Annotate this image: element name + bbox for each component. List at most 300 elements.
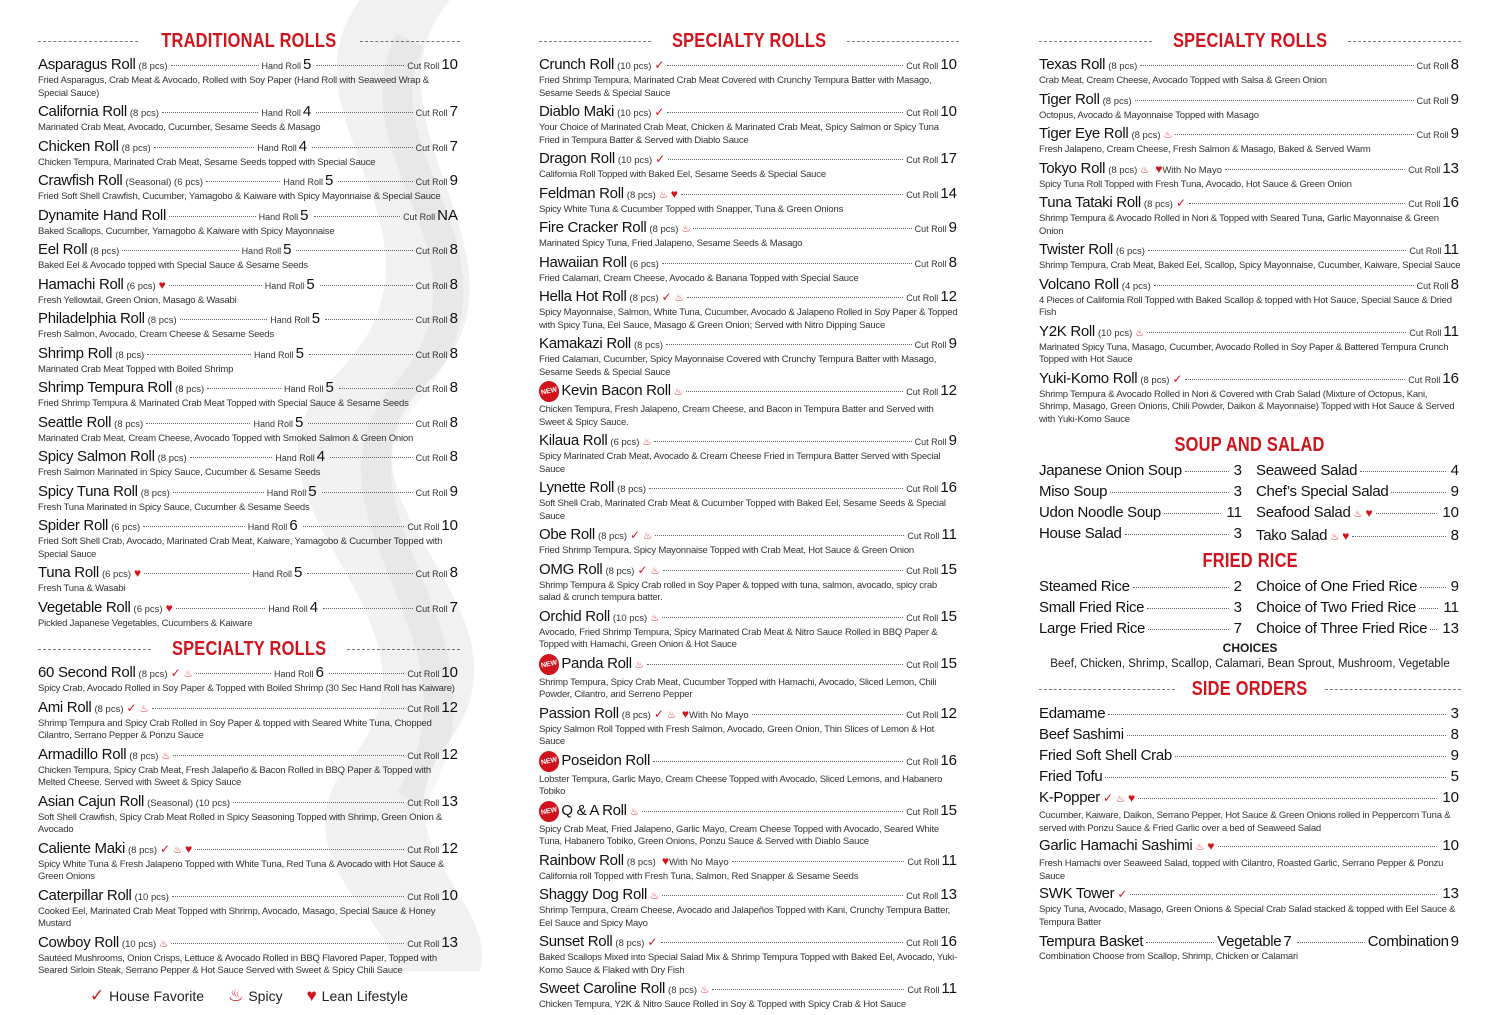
dot-leader xyxy=(173,755,404,756)
item-pieces: (6 pcs) xyxy=(610,437,640,448)
item-row xyxy=(539,886,959,905)
check-icon: ✓ xyxy=(630,528,641,542)
check-icon: ✓ xyxy=(655,152,666,166)
menu-item xyxy=(539,150,959,182)
item-name: Spider Roll xyxy=(38,517,109,534)
item-name: Yuki-Komo Roll xyxy=(1039,369,1138,387)
dot-leader xyxy=(316,65,404,66)
dot-leader xyxy=(662,895,903,896)
dot-leader xyxy=(1125,534,1229,535)
dot-leader xyxy=(1420,587,1445,588)
item-note xyxy=(1152,161,1222,179)
menu-item xyxy=(38,746,460,790)
cut-roll-label: Cut Roll xyxy=(415,603,448,614)
item-name: K-Popper xyxy=(1039,789,1100,806)
pepper-icon: ♨ xyxy=(228,985,244,1005)
item-description: Soft Shell Crawfish, Spicy Crab Meat Rolled in Spicy Seasoning Topped with Shrimp, Green Onion & Avocado xyxy=(38,811,443,835)
item-description: Marinated Spicy Tuna, Fried Jalapeno, Sesame Seeds & Masago xyxy=(539,238,803,249)
cut-roll-price: 10 xyxy=(940,56,957,73)
dot-leader xyxy=(1376,513,1438,514)
menu-item xyxy=(1039,597,1244,618)
cut-roll-price: 7 xyxy=(449,103,458,120)
item-pieces: (8 pcs) xyxy=(175,384,205,395)
menu-item xyxy=(539,432,959,476)
dot-leader xyxy=(339,388,413,389)
item-row xyxy=(38,172,460,191)
cut-roll-price: 14 xyxy=(940,184,957,202)
item-name: OMG Roll xyxy=(539,560,603,578)
dot-leader xyxy=(1133,587,1229,588)
item-description: Fresh Jalapeno, Cream Cheese, Fresh Salmon & Masago, Baked & Served Warm xyxy=(1039,144,1371,155)
side-orders-heading xyxy=(1039,676,1461,702)
hand-roll-price: 5 xyxy=(325,379,334,396)
dot-leader xyxy=(316,112,412,113)
dot-leader xyxy=(233,802,404,803)
item-pieces: (6 pcs) xyxy=(111,522,141,533)
section-title: SPECIALTY ROLLS xyxy=(671,29,827,52)
item-name: Y2K Roll xyxy=(1039,322,1095,340)
cut-roll-price: 8 xyxy=(449,448,458,465)
item-row xyxy=(1039,241,1461,260)
item-row xyxy=(539,705,959,724)
dot-leader xyxy=(752,714,904,715)
item-row xyxy=(38,887,460,906)
item-price: 3 xyxy=(1233,525,1242,542)
dot-leader xyxy=(172,896,404,897)
check-icon: ✓ xyxy=(126,700,137,715)
cut-roll-label: Cut Roll xyxy=(906,108,939,118)
item-row xyxy=(1039,323,1461,342)
item-name: Fire Cracker Roll xyxy=(539,219,647,236)
item-description: Shrimp Tempura & Avocado Rolled in Nori & Covered with Crab Salad (Mixture of Octopus, Kani, Shrimp, Masago, Green Onions, Chili Powder, Daikon & Mayonnaise) Topped with Hot Sauce & Served with Yuki-Komo Sauce xyxy=(1039,388,1455,425)
legend xyxy=(38,986,460,1006)
item-price: 10 xyxy=(1442,789,1459,806)
menu-item xyxy=(38,172,460,204)
item-name: Udon Noodle Soup xyxy=(1039,504,1161,521)
menu-item xyxy=(1039,788,1461,835)
item-name: House Salad xyxy=(1039,525,1122,542)
section-title: SPECIALTY ROLLS xyxy=(171,637,327,660)
item-description: Fresh Yellowtail, Green Onion, Masago & Wasabi xyxy=(38,294,237,306)
legend-lean xyxy=(307,986,409,1006)
item-pieces: (8 pcs) xyxy=(629,293,659,304)
hand-roll-price: 6 xyxy=(289,517,298,534)
cut-roll-price: 11 xyxy=(1443,322,1459,340)
item-row xyxy=(38,448,460,467)
item-name: Hawaiian Roll xyxy=(539,253,627,271)
menu-item xyxy=(539,288,959,332)
item-pieces: (8 pcs) xyxy=(121,142,151,154)
salad-list xyxy=(1256,460,1461,548)
hand-roll-price: 5 xyxy=(311,310,321,327)
item-row xyxy=(539,382,959,404)
item-description: Fried Calamari, Cucumber, Spicy Mayonnaise Covered with Crunchy Tempura Batter with Masago, Sesame Seeds & Special Sauce xyxy=(539,354,937,378)
cut-roll-price: 8 xyxy=(449,310,459,327)
menu-item xyxy=(539,382,959,429)
item-name: Beef Sashimi xyxy=(1039,726,1124,743)
check-icon: ✓ xyxy=(1172,371,1183,386)
heart-icon: ♥ xyxy=(1155,161,1163,176)
item-price: 13 xyxy=(1442,885,1459,902)
cut-roll-label: Cut Roll xyxy=(906,484,939,494)
cut-roll-label: Cut Roll xyxy=(415,246,448,256)
heading-divider xyxy=(38,649,151,650)
heart-icon: ♥ xyxy=(1128,791,1136,805)
menu-item xyxy=(539,103,959,147)
menu-item xyxy=(38,414,460,446)
cut-roll-label: Cut Roll xyxy=(907,856,940,867)
item-name: Hamachi Roll xyxy=(38,275,124,293)
heart-icon: ♥ xyxy=(158,277,166,292)
item-pieces: (Seasonal) (6 pcs) xyxy=(125,177,204,188)
heading-divider xyxy=(847,41,959,42)
new-badge-icon: NEW xyxy=(537,379,561,404)
dot-leader xyxy=(1225,169,1405,170)
menu-item xyxy=(539,219,959,251)
hand-roll-label: Hand Roll xyxy=(252,569,292,579)
item-description: Crab Meat, Cream Cheese, Avocado Topped with Salsa & Green Onion xyxy=(1039,75,1327,86)
check-icon: ✓ xyxy=(654,105,665,119)
item-price: 2 xyxy=(1233,578,1242,595)
hand-roll-label: Hand Roll xyxy=(268,603,308,614)
hand-roll-price: 5 xyxy=(306,275,315,293)
item-name: Ami Roll xyxy=(38,698,92,716)
dot-leader xyxy=(143,526,245,527)
item-description: Fried Calamari, Cream Cheese, Avocado & Banana Topped with Special Sauce xyxy=(539,272,859,284)
tempura-veg-price: 7 xyxy=(1283,933,1292,950)
cut-roll-label: Cut Roll xyxy=(415,108,448,118)
dot-leader xyxy=(653,761,903,762)
specialty-rolls-list-1 xyxy=(38,664,460,978)
dot-leader xyxy=(1140,65,1413,66)
item-row xyxy=(539,432,959,451)
column-left xyxy=(38,28,460,1006)
cut-roll-label: Cut Roll xyxy=(415,315,448,325)
item-name: Japanese Onion Soup xyxy=(1039,462,1182,479)
item-price: 8 xyxy=(1450,726,1459,743)
cut-roll-price: 7 xyxy=(449,137,459,155)
item-description: Sautéed Mushrooms, Onion Crisps, Lettuce & Avocado Rolled in BBQ Flavored Paper, Topped with Seared Sirloin Steak, Serrano Pepper & Hot Sauce Served with Sweet & Spicy Chili Sauce xyxy=(38,952,437,976)
item-description: Spicy White Tuna & Fresh Jalapeno Topped with White Tuna, Red Tuna & Avocado with Hot Sauce & Green Onions xyxy=(38,858,445,882)
specialty-rolls-heading-2 xyxy=(539,28,959,54)
item-pieces: (10 pcs) xyxy=(617,108,652,119)
heart-icon: ♥ xyxy=(681,706,689,721)
heart-icon: ♥ xyxy=(1342,529,1350,543)
menu-item xyxy=(1256,502,1461,525)
item-pieces: (6 pcs) xyxy=(101,569,131,580)
item-pieces: (8 pcs) xyxy=(668,985,698,996)
item-note-text: With No Mayo xyxy=(688,709,749,721)
menu-item xyxy=(1039,576,1244,597)
rice-list-left xyxy=(1039,576,1244,639)
item-name: Fried Tofu xyxy=(1039,768,1103,785)
cut-roll-label: Cut Roll xyxy=(914,340,947,350)
hand-roll-price: 5 xyxy=(303,56,312,73)
cut-roll-price: 11 xyxy=(1443,241,1459,258)
item-description: Baked Scallops, Cucumber, Yamagobo & Kaiware with Spicy Mayonnaise xyxy=(38,225,335,237)
dot-leader xyxy=(1127,735,1446,736)
item-name: Seafood Salad xyxy=(1256,504,1351,521)
item-name: Tiger Eye Roll xyxy=(1039,125,1129,142)
item-name: Vegetable Roll xyxy=(38,598,131,616)
dot-leader xyxy=(322,492,413,493)
item-name: Caterpillar Roll xyxy=(38,886,132,904)
dot-leader xyxy=(693,228,911,229)
traditional-rolls-heading xyxy=(38,28,460,54)
dot-leader xyxy=(668,159,903,160)
hand-roll-price: 5 xyxy=(283,241,292,258)
hand-roll-price: 4 xyxy=(309,598,319,616)
hand-roll-label: Hand Roll xyxy=(264,280,305,291)
item-pieces: (10 pcs) xyxy=(617,155,653,166)
item-description: Spicy Crab Meat, Fried Jalapeno, Garlic Mayo, Cream Cheese Topped with Avocado, Seared White Tuna, Habanero Tobiko, Green Onions, Ponzu Sauce & Served with Diablo Sauce xyxy=(539,823,939,847)
item-note-text: With No Mayo xyxy=(1162,164,1222,176)
menu-item xyxy=(1039,323,1461,367)
item-row xyxy=(539,561,959,580)
menu-item xyxy=(1039,704,1461,724)
item-name: Rainbow Roll xyxy=(539,851,624,869)
new-badge-icon: NEW xyxy=(537,749,561,774)
cut-roll-label: Cut Roll xyxy=(1409,327,1442,338)
cut-roll-label: Cut Roll xyxy=(914,258,947,269)
item-price: 4 xyxy=(1450,462,1459,479)
menu-item xyxy=(1039,276,1461,320)
item-name: Armadillo Roll xyxy=(38,745,127,763)
cut-roll-label: Cut Roll xyxy=(403,211,436,222)
menu-item xyxy=(38,517,460,561)
pepper-icon: ♨ xyxy=(1195,842,1205,853)
item-name: Edamame xyxy=(1039,705,1106,722)
item-name: Feldman Roll xyxy=(539,184,624,202)
dot-leader xyxy=(162,112,258,113)
item-pieces: (8 pcs) xyxy=(649,224,679,235)
dot-leader xyxy=(1108,714,1445,715)
item-row xyxy=(1039,194,1461,213)
item-note xyxy=(679,706,749,724)
item-row xyxy=(38,483,460,502)
cut-roll-label: Cut Roll xyxy=(906,709,939,720)
item-description: Fried Asparagus, Crab Meat & Avocado, Rolled with Soy Paper (Hand Roll with Seaweed Wrap & Special Sauce) xyxy=(38,75,429,99)
soup-salad-grid xyxy=(1039,460,1461,548)
cut-roll-price: 9 xyxy=(948,432,957,449)
cut-roll-price: 10 xyxy=(441,56,458,73)
menu-item xyxy=(1256,576,1461,597)
dot-leader xyxy=(1419,608,1438,609)
cut-roll-label: Cut Roll xyxy=(906,155,939,165)
dot-leader xyxy=(1391,492,1445,493)
heart-icon: ♥ xyxy=(1365,506,1373,520)
item-name: Dynamite Hand Roll xyxy=(38,206,166,224)
cut-roll-price: 11 xyxy=(941,851,957,869)
dot-leader xyxy=(1130,894,1437,895)
cut-roll-price: 12 xyxy=(940,288,957,305)
item-name: Garlic Hamachi Sashimi xyxy=(1039,837,1193,854)
item-description: Fresh Salmon, Avocado, Cream Cheese & Sesame Seeds xyxy=(38,329,274,340)
menu-item xyxy=(1039,767,1461,787)
item-name: Tokyo Roll xyxy=(1039,159,1106,177)
menu-item xyxy=(38,207,460,239)
dot-leader xyxy=(1189,203,1405,204)
item-name: Steamed Rice xyxy=(1039,578,1130,595)
hand-roll-label: Hand Roll xyxy=(270,315,310,325)
cut-roll-label: Cut Roll xyxy=(415,349,448,360)
item-name: Philadelphia Roll xyxy=(38,310,145,327)
item-pieces: (8 pcs) xyxy=(1108,164,1138,176)
item-description: Fried Shrimp Tempura, Spicy Mayonnaise Topped with Crab Meat, Hot Sauce & Green Onion xyxy=(539,545,914,556)
menu-item xyxy=(539,561,959,605)
dot-leader xyxy=(1185,471,1229,472)
item-description: Spicy Tuna, Avocado, Masago, Green Onions & Special Crab Salad stacked & topped with Eel Sauce & Tempura Batter xyxy=(1039,904,1456,928)
item-name: Twister Roll xyxy=(1039,241,1113,258)
cut-roll-label: Cut Roll xyxy=(914,224,947,234)
dot-leader xyxy=(154,147,255,148)
item-name: Hella Hot Roll xyxy=(539,288,627,305)
heading-divider xyxy=(360,41,460,42)
cut-roll-label: Cut Roll xyxy=(906,756,939,767)
item-name: Large Fried Rice xyxy=(1039,620,1146,637)
menu-item xyxy=(1039,370,1461,427)
hand-roll-label: Hand Roll xyxy=(254,349,294,360)
item-price: 10 xyxy=(1442,504,1459,521)
hand-roll-label: Hand Roll xyxy=(261,61,302,71)
dot-leader xyxy=(309,354,413,355)
item-name: Spicy Salmon Roll xyxy=(38,448,155,465)
cut-roll-price: 8 xyxy=(1450,275,1459,293)
item-description: California Roll Topped with Baked Eel, Sesame Seeds & Special Sauce xyxy=(539,169,826,180)
cut-roll-label: Cut Roll xyxy=(415,177,448,187)
item-name: Kilaua Roll xyxy=(539,432,608,449)
dot-leader xyxy=(712,989,904,990)
item-description: Shrimp Tempura & Spicy Crab rolled in Soy Paper & topped with tuna, salmon, avocado, spicy crab salad & crunch tempura batter. xyxy=(539,579,937,603)
dot-leader xyxy=(1175,134,1413,135)
item-description: Chicken Tempura, Fresh Jalapeno, Cream Cheese, and Bacon in Tempura Batter and Served with Sweet & Spicy Sauce. xyxy=(539,404,934,428)
check-icon: ✓ xyxy=(1117,887,1128,901)
heading-divider xyxy=(1039,689,1175,690)
pepper-icon: ♨ xyxy=(139,703,149,715)
menu-item xyxy=(38,887,460,931)
dot-leader xyxy=(654,441,911,442)
menu-item xyxy=(539,185,959,217)
item-name: Sunset Roll xyxy=(539,933,613,950)
menu-item xyxy=(38,664,460,696)
item-row xyxy=(1039,370,1461,389)
hand-roll-label: Hand Roll xyxy=(241,246,282,256)
item-pieces: (8 pcs) xyxy=(626,189,656,201)
item-row xyxy=(539,752,959,774)
item-price: 3 xyxy=(1233,483,1242,500)
menu-item xyxy=(1256,618,1461,639)
heart-icon: ♥ xyxy=(185,841,193,856)
item-name: Tuna Tataki Roll xyxy=(1039,194,1141,211)
cut-roll-price: 9 xyxy=(449,482,458,500)
dot-leader xyxy=(146,423,250,424)
item-name: Fried Soft Shell Crab xyxy=(1039,747,1172,764)
item-description: Spicy Salmon Roll Topped with Fresh Salmon, Avocado, Green Onion, Thin Slices of Lemon & Hot Sauce xyxy=(539,723,935,747)
item-description: Spicy Marinated Crab Meat, Avocado & Cream Cheese Fried in Tempura Batter Served with Special Sauce xyxy=(539,451,941,475)
new-badge-icon: NEW xyxy=(537,799,561,824)
item-description: Chicken Tempura, Y2K & Nitro Sauce Rolled in Soy & Topped with Spicy Crab & Hot Sauce xyxy=(539,999,906,1010)
dot-leader xyxy=(325,319,413,320)
item-description: Soft Shell Crab, Marinated Crab Meat & Cucumber Topped with Baked Eel, Sesame Seeds & Special Sauce xyxy=(539,498,946,522)
pepper-icon: ♨ xyxy=(674,293,684,304)
item-pieces: (8 pcs) xyxy=(157,453,187,464)
menu-item xyxy=(539,886,959,930)
section-title: SIDE ORDERS xyxy=(1192,677,1308,700)
menu-item xyxy=(38,56,460,100)
cut-roll-price: 9 xyxy=(1450,90,1459,108)
item-name: Seaweed Salad xyxy=(1256,462,1358,479)
tempura-veg-label: Vegetable xyxy=(1217,933,1282,950)
item-name: Shrimp Roll xyxy=(38,344,113,362)
cut-roll-price: 9 xyxy=(948,219,957,236)
item-name: Choice of One Fried Rice xyxy=(1256,578,1418,595)
cut-roll-price: 8 xyxy=(449,275,459,293)
heart-icon: ♥ xyxy=(1207,839,1215,853)
menu-item xyxy=(38,138,460,170)
item-name: Tako Salad xyxy=(1256,527,1328,544)
menu-item xyxy=(1039,241,1461,273)
menu-item xyxy=(1256,597,1461,618)
hand-roll-label: Hand Roll xyxy=(275,453,315,463)
pepper-icon: ♨ xyxy=(1140,164,1150,176)
check-icon: ✓ xyxy=(637,562,648,577)
item-description: Your Choice of Marinated Crab Meat, Chicken & Marinated Crab Meat, Spicy Salmon or Spicy Tuna Fried in Tempura Batter & Served with Diablo Sauce xyxy=(539,122,939,146)
cut-roll-label: Cut Roll xyxy=(415,418,448,429)
item-price: 3 xyxy=(1233,462,1242,479)
menu-item xyxy=(539,655,959,702)
check-icon: ✓ xyxy=(1175,196,1187,210)
item-description: Fried Soft Shell Crab, Avocado, Marinated Crab Meat, Kaiware, Yamagobo & Cucumber Topped with Special Sauce xyxy=(38,536,443,560)
cut-roll-label: Cut Roll xyxy=(407,750,440,761)
choices-text: Beef, Chicken, Shrimp, Scallop, Calamari, Bean Sprout, Mushroom, Vegetable xyxy=(1050,658,1450,670)
pepper-icon: ♨ xyxy=(673,387,683,398)
item-row xyxy=(539,335,959,354)
column-middle xyxy=(539,28,959,1015)
cut-roll-price: 13 xyxy=(1442,159,1459,177)
dot-leader xyxy=(169,216,256,217)
cut-roll-price: 16 xyxy=(1442,194,1459,211)
item-name: 60 Second Roll xyxy=(38,664,136,681)
item-name: Small Fried Rice xyxy=(1039,599,1145,616)
dot-leader xyxy=(1360,471,1445,472)
legend-spicy xyxy=(228,986,282,1006)
hand-roll-label: Hand Roll xyxy=(266,487,307,498)
cut-roll-label: Cut Roll xyxy=(415,280,448,291)
item-name: Kamakazi Roll xyxy=(539,335,631,352)
check-icon: ✓ xyxy=(653,706,664,721)
cut-roll-label: Cut Roll xyxy=(1409,246,1442,256)
cut-roll-price: 17 xyxy=(940,150,957,167)
item-description: Cooked Eel, Marinated Crab Meat Topped with Shrimp, Avocado, Masago, Special Sauce & Honey Mustard xyxy=(38,905,436,929)
item-price: 5 xyxy=(1450,768,1459,785)
item-pieces: (8 pcs) xyxy=(138,669,168,680)
item-pieces: (6 pcs) xyxy=(629,258,659,270)
pepper-icon: ♨ xyxy=(642,437,652,448)
hand-roll-label: Hand Roll xyxy=(261,108,301,118)
item-name: Caliente Maki xyxy=(38,839,125,857)
dot-leader xyxy=(329,673,404,674)
cut-roll-price: 11 xyxy=(941,980,957,997)
item-name: Dragon Roll xyxy=(539,150,615,167)
hand-roll-label: Hand Roll xyxy=(283,384,324,394)
item-row xyxy=(38,840,460,859)
item-pieces: (8 pcs) xyxy=(147,315,177,326)
item-name: Passion Roll xyxy=(539,704,619,722)
specialty-rolls-list-3 xyxy=(1039,56,1461,426)
item-pieces: (4 pcs) xyxy=(1121,280,1151,292)
cut-roll-label: Cut Roll xyxy=(415,384,448,394)
pepper-icon: ♨ xyxy=(650,891,660,902)
